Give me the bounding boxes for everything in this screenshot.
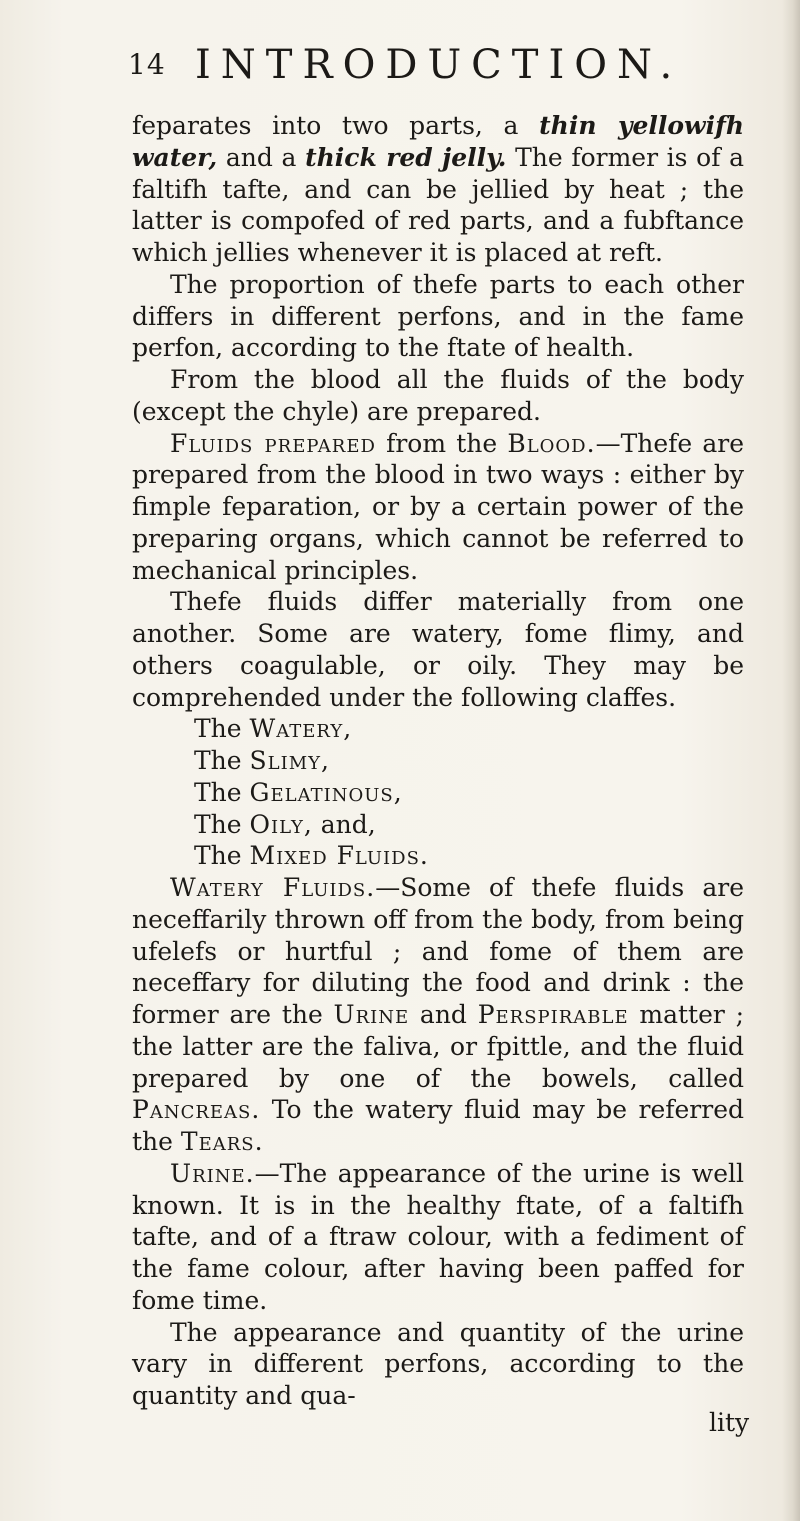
paragraph-fluids-prepared: From the blood all the fluids of the body (except the chyle) are prepared. <box>132 365 744 426</box>
page-header <box>128 42 768 88</box>
section-heading-watery-fluids: Watery Fluids. <box>170 873 376 902</box>
section-heading-fluids-prepared: Fluids prepared <box>170 428 376 458</box>
list-item: The Slimy, <box>194 746 330 775</box>
paragraph-urine: Urine.—The appearance of the urine is well known. It is in the healthy ftate, of a faltifh tafte, and of a ftraw colour, with a fediment of the fame colour, after having been paffed for fome time. <box>132 1158 744 1315</box>
page-number: 14 <box>128 48 166 81</box>
emphasis-red-jelly: thick red jelly. <box>305 142 507 172</box>
paragraph-fluid-classes: Thefe fluids differ materially from one another. Some are watery, fome flimy, and others coagulable, or oily. They may be comprehended under the following claffes. <box>132 587 744 712</box>
paragraph-watery-fluids: Watery Fluids.—Some of thefe fluids are neceffarily thrown off from the body, from being ufelefs or hurtful ; and fome of them are neceffary for diluting the food and drink : the former are the Urine and Perspirable matter ; the latter are the faliva, or fpittle, and the fluid prepared by one of the bowels, called Pancreas. To the watery fluid may be referred the Tears. <box>132 873 745 1156</box>
paragraph-blood-separation: feparates into two parts, a thin yellowifh water, and a thick red jelly. The former is of a faltifh tafte, and can be jellied by heat ; the latter is compofed of red parts, and a fubftance which jellies whenever it is placed at reft. <box>132 111 744 267</box>
list-item: The Mixed Fluids. <box>194 841 429 871</box>
paragraph-fluids-from-blood: Fluids prepared from the Blood.—Thefe are prepared from the blood in two ways : either by fimple feparation, or by a certain power of the preparing organs, which cannot be referred to mechanical principles. <box>132 428 745 585</box>
fluid-class-list <box>132 713 744 872</box>
emphasis-thin-water: thin yellowifh water, <box>132 111 744 172</box>
list-item: The Oily, and, <box>194 809 376 839</box>
body-text <box>132 110 744 1412</box>
paragraph-proportion: The proportion of thefe parts to each other differs in different perfons, and in the fame perfon, according to the ftate of health. <box>132 269 744 363</box>
paragraph-urine-variation: The appearance and quantity of the urine vary in different perfons, according to the quantity and qua- <box>132 1317 744 1410</box>
list-item: The Gelatinous, <box>194 777 403 807</box>
running-head: INTRODUCTION. <box>195 42 683 88</box>
list-item: The Watery, <box>194 714 353 744</box>
catchword: lity <box>709 1408 750 1437</box>
section-heading-urine: Urine. <box>170 1158 255 1188</box>
page-edge-shadow <box>782 0 800 1521</box>
